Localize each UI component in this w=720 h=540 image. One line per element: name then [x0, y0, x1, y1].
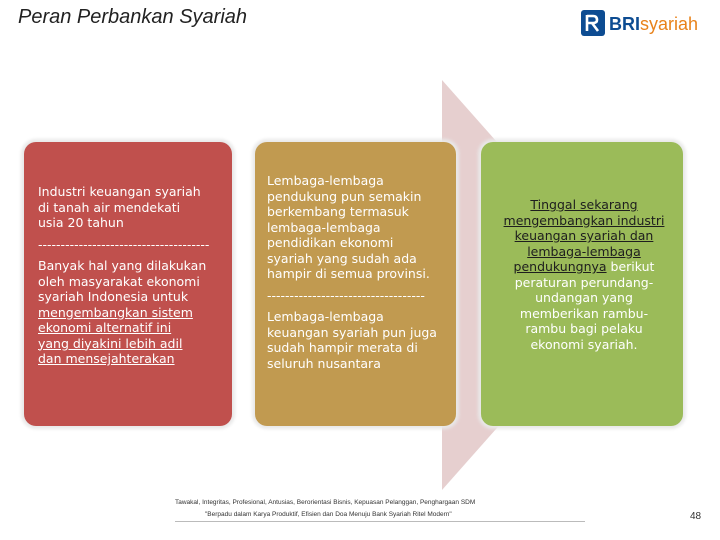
page-number: 48: [690, 511, 702, 522]
footer-motto: "Berpadu dalam Karya Produktif, Efisien dan Doa Menuju Bank Syariah Ritel Modern": [205, 511, 452, 518]
footer-divider: [175, 521, 585, 522]
card-3-body-text: berikut peraturan perundang- undangan yang memberikan rambu- rambu bagi pelaku ekonomi syariah.: [514, 259, 655, 352]
card-supporting-institutions: [255, 142, 456, 426]
card-1-intro-text: Industri keuangan syariah di tanah air mendekati usia 20 tahun: [38, 184, 201, 230]
logo-syariah-text: syariah: [640, 14, 699, 34]
card-1-body-text: Banyak hal yang dilakukan oleh masyarakat ekonomi syariah Indonesia untuk: [38, 258, 207, 304]
card-2-divider: -----------------------------------: [267, 287, 425, 303]
slide-title: Peran Perbankan Syariah: [18, 6, 248, 28]
card-3-underlined-text: Tinggal sekarang mengembangkan industri keuangan syariah dan lembaga-lembaga pendukungnya: [503, 197, 665, 274]
card-3-text: [495, 197, 673, 352]
card-1-underlined-text: mengembangkan sistem ekonomi alternatif ini yang diyakini lebih adil dan mensejahterakan: [38, 304, 193, 366]
card-2-intro-text: Lembaga-lembaga pendukung pun semakin berkembang termasuk lembaga-lembaga pendidikan ekonomi syariah yang sudah ada hampir di semua provinsi.: [267, 173, 430, 281]
card-next-steps: [481, 142, 683, 426]
card-1-divider: --------------------------------------: [38, 236, 210, 252]
footer-values: Tawakal, Integritas, Profesional, Antusias, Berorientasi Bisnis, Kepuasan Pelanggan, Penghargaan SDM: [175, 499, 476, 506]
card-industry-age: [24, 142, 232, 426]
footer: [175, 497, 585, 521]
card-2-body-text: Lembaga-lembaga keuangan syariah pun juga sudah hampir merata di seluruh nusantara: [267, 309, 437, 371]
logo-bri-text: BRI: [609, 14, 640, 34]
